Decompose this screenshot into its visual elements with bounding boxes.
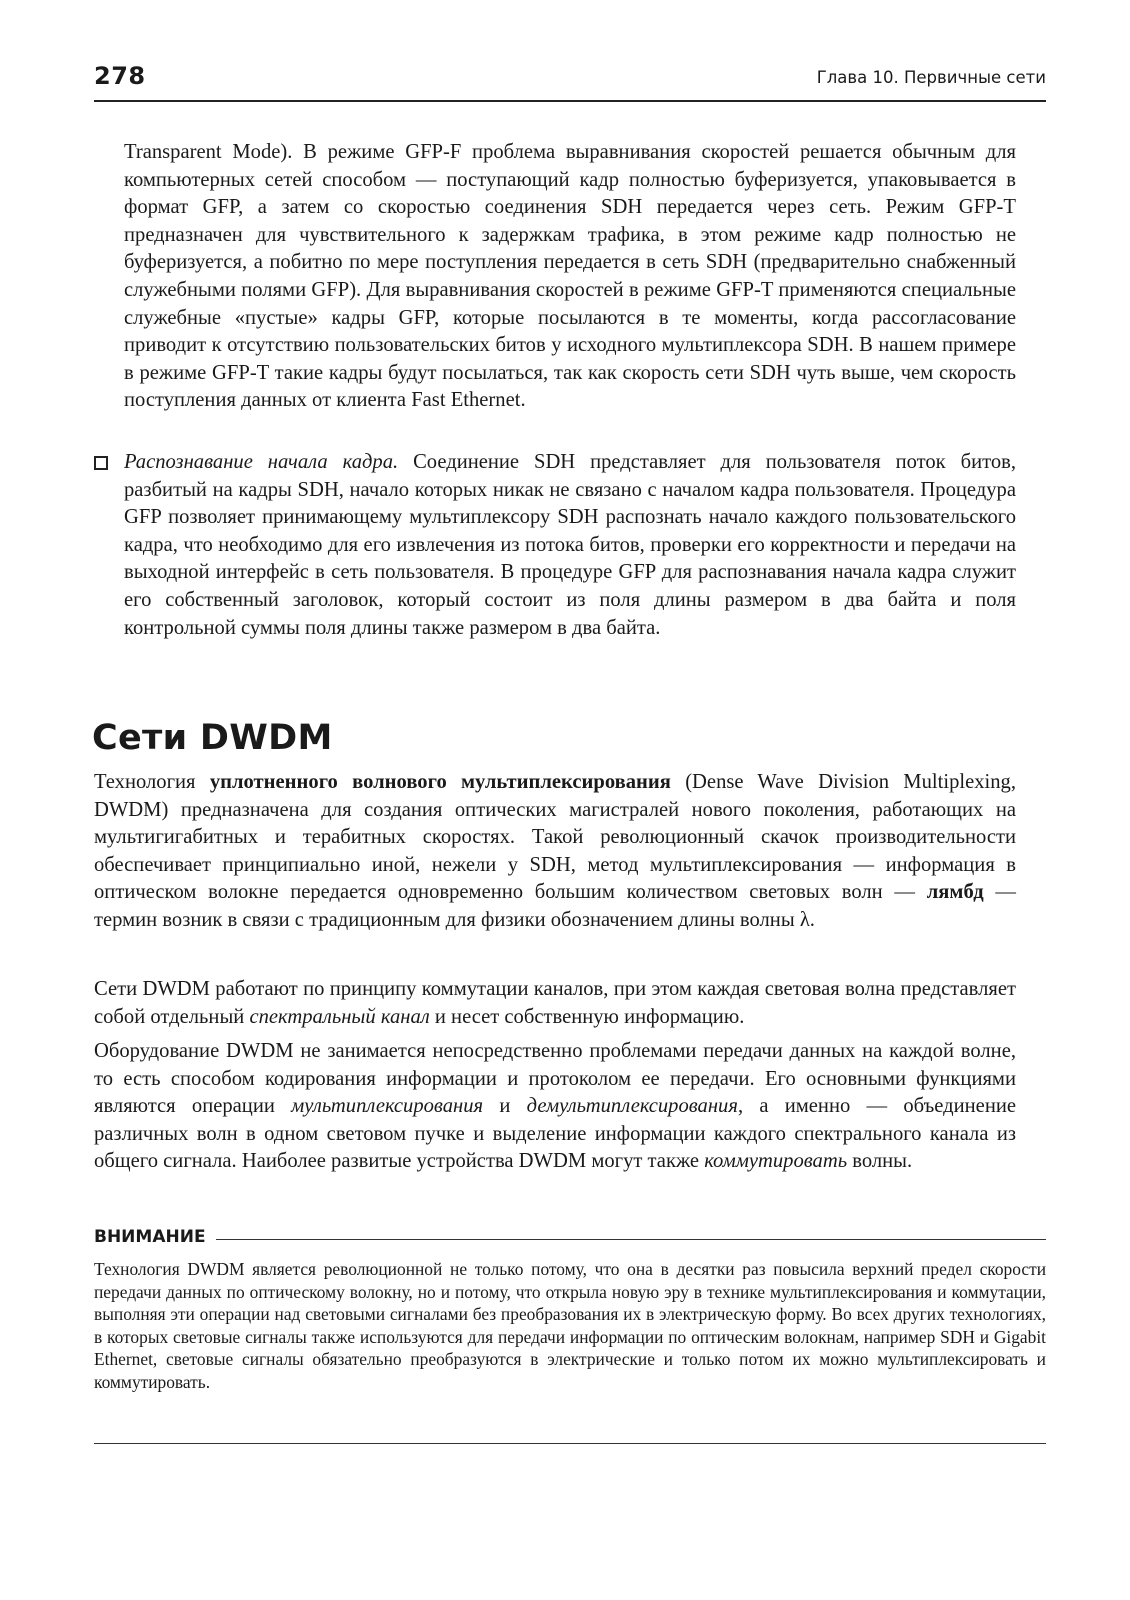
checkbox-bullet-icon <box>94 456 108 470</box>
note-top-rule <box>94 1239 1046 1240</box>
bold-term: лямбд <box>926 881 984 904</box>
running-title: Глава 10. Первичные сети <box>816 68 1046 87</box>
text-run: Технология <box>94 771 210 793</box>
bold-term: уплотненного волнового мультиплексирования <box>209 771 671 793</box>
note-body: Технология DWDM является революционной не только потому, что она в десятки раз повысила верхний предел скорости передачи данных по оптическому волокну, но и потому, что открыла новую эру в технике мультиплексирования и коммутации, выполняя эти операции над световыми сигналами без преобразования их в электрическую форму. Во всех других технологиях, в которых световые сигналы также используются для передачи информации по оптическим волокнам, например SDH и Gigabit Ethernet, световые сигналы обязательно преобразуются в электрические и только потом их можно мультиплексировать и коммутировать. <box>94 1259 1046 1392</box>
section-title: Сети DWDM <box>92 718 333 758</box>
page-header <box>94 60 1046 102</box>
page-number: 278 <box>94 62 146 90</box>
text-run: (Dense Wave Division Multiplexing, DWDM) предназначена для создания оптических магистралей нового поколения, работающих на мультигигабитных и терабитных скоростях. Такой революционный скачок производительности обеспечивает принципиально иной, нежели у SDH, метод мультиплексирования — информация в оптическом волокне передается одновременно большим количеством световых волн — <box>94 771 1016 904</box>
text-run: — термин возник в связи с традиционным для физики обозначением длины волны λ. <box>94 881 1016 931</box>
bullet-lead: Распознавание начала кадра. <box>124 451 399 473</box>
text-run: Сети DWDM работают по принципу коммутации каналов, при этом каждая световая волна представляет собой отдельный <box>94 978 1016 1028</box>
italic-term: спектральный канал <box>249 1005 430 1028</box>
text-run: волны. <box>847 1150 913 1173</box>
bullet-item-frame-recognition <box>124 449 1016 642</box>
intro-continuation-paragraph: Transparent Mode). В режиме GFP-F проблема выравнивания скоростей решается обычным для компьютерных сетей способом — поступающий кадр полностью буферизуется, упаковывается в формат GFP, а затем со скоростью соединения SDH передается через сеть. Режим GFP-T предназначен для чувствительного к задержкам трафика, в этом режиме кадр полностью не буферизуется, а побитно по мере поступления передается в сеть SDH (предварительно снабженный служебными полями GFP). Для выравнивания скоростей в режиме GFP-T применяются специальные служебные «пустые» кадры GFP, которые посылаются в те моменты, когда рассогласование приводит к отсутствию пользовательских битов у исходного мультиплексора SDH. В нашем примере в режиме GFP-T такие кадры будут посылаться, так как скорость сети SDH чуть выше, чем скорость поступления данных от клиента Fast Ethernet. <box>124 141 1016 412</box>
paragraph-dwdm-equipment <box>94 1038 1016 1176</box>
text-run: Оборудование DWDM не занимается непосредственно проблемами передачи данных на каждой волне, то есть способом кодирования информации и протоколом ее передачи. Его основными функциями являются операции <box>94 1040 1016 1118</box>
text-run: и <box>483 1095 527 1118</box>
italic-term: коммутировать <box>704 1150 848 1173</box>
text-run: , а именно — объединение различных волн в одном световом пучке и выделение информации каждого спектрального канала из общего сигнала. Наиболее развитые устройства DWDM могут также <box>94 1095 1016 1173</box>
paragraph-dwdm-definition <box>94 769 1016 935</box>
note-label: ВНИМАНИЕ <box>94 1227 216 1247</box>
italic-term: демультиплексирования <box>526 1095 738 1118</box>
note-bottom-rule <box>94 1443 1046 1444</box>
bullet-text: Соединение SDH представляет для пользователя поток битов, разбитый на кадры SDH, начало которых никак не связано с началом кадра пользователя. Процедура GFP позволяет принимающему мультиплексору SDH распознать начало каждого пользовательского кадра, что необходимо для его извлечения из потока битов, проверки его корректности и передачи на выходной интерфейс в сеть пользователя. В процедуре GFP для распознавания начала кадра служит его собственный заголовок, который состоит из поля длины размером в два байта и поля контрольной суммы поля длины также размером в два байта. <box>124 451 1016 639</box>
note-header <box>94 1227 1046 1251</box>
text-run: и несет собственную информацию. <box>429 1005 745 1028</box>
italic-term: мультиплексирования <box>291 1095 484 1118</box>
paragraph-dwdm-circuit-switching <box>94 976 1016 1031</box>
